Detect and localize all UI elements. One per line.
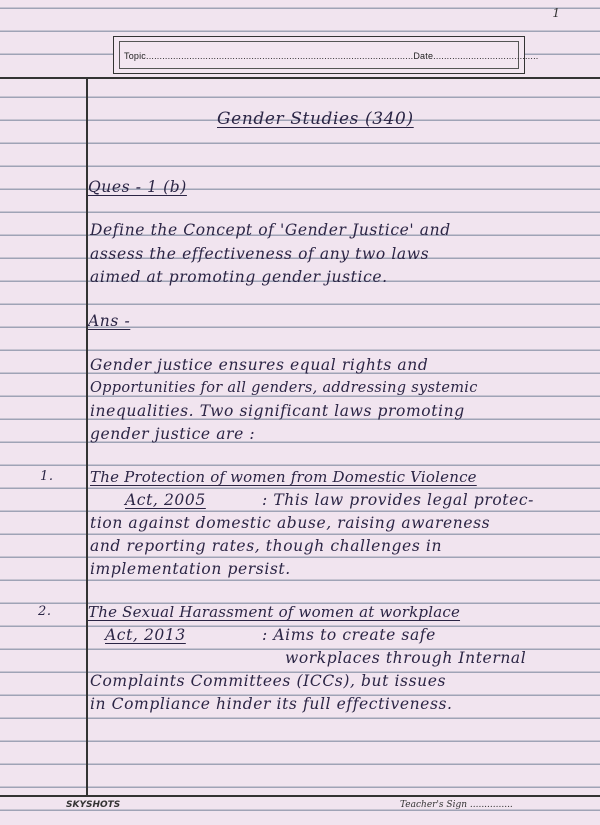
page-title: Gender Studies (340) xyxy=(217,109,414,129)
question-label: Ques - 1 (b) xyxy=(88,178,187,196)
point-line: tion against domestic abuse, raising awareness xyxy=(90,514,491,532)
answer-label: Ans - xyxy=(88,312,131,330)
bottom-rule xyxy=(0,795,600,797)
point-line: implementation persist. xyxy=(90,560,291,578)
question-line: aimed at promoting gender justice. xyxy=(90,268,388,286)
teacher-sign-field: Teacher's Sign ............... xyxy=(400,800,513,810)
point-act-year: Act, 2005 xyxy=(125,491,206,509)
answer-line: Gender justice ensures equal rights and xyxy=(90,356,429,374)
point-act-year: Act, 2013 xyxy=(105,626,186,644)
point-title: The Protection of women from Domestic Violence xyxy=(90,468,477,486)
question-line: Define the Concept of 'Gender Justice' and xyxy=(90,221,451,239)
point-title: The Sexual Harassment of women at workplace xyxy=(88,603,461,621)
point-line: and reporting rates, though challenges in xyxy=(90,537,443,555)
top-rule xyxy=(0,77,600,79)
answer-line: inequalities. Two significant laws promoting xyxy=(90,402,465,420)
point-line: : Aims to create safe xyxy=(262,626,436,644)
answer-line: gender justice are : xyxy=(90,425,256,443)
topic-date-row: Topic...................................................................................................Date....................................... xyxy=(124,51,539,61)
point-number: 2. xyxy=(38,604,52,619)
question-line: assess the effectiveness of any two laws xyxy=(90,245,430,263)
notebook-brand: SKYSHOTS xyxy=(66,800,121,810)
point-line: Complaints Committees (ICCs), but issues xyxy=(90,672,447,690)
point-number: 1. xyxy=(40,469,54,484)
topic-date-header xyxy=(113,36,539,74)
page-number: 1 xyxy=(552,6,560,20)
point-line: : This law provides legal protec- xyxy=(262,491,535,509)
point-line: workplaces through Internal xyxy=(285,649,527,667)
answer-line: Opportunities for all genders, addressing systemic xyxy=(90,380,478,396)
point-line: in Compliance hinder its full effectiveness. xyxy=(90,695,453,713)
